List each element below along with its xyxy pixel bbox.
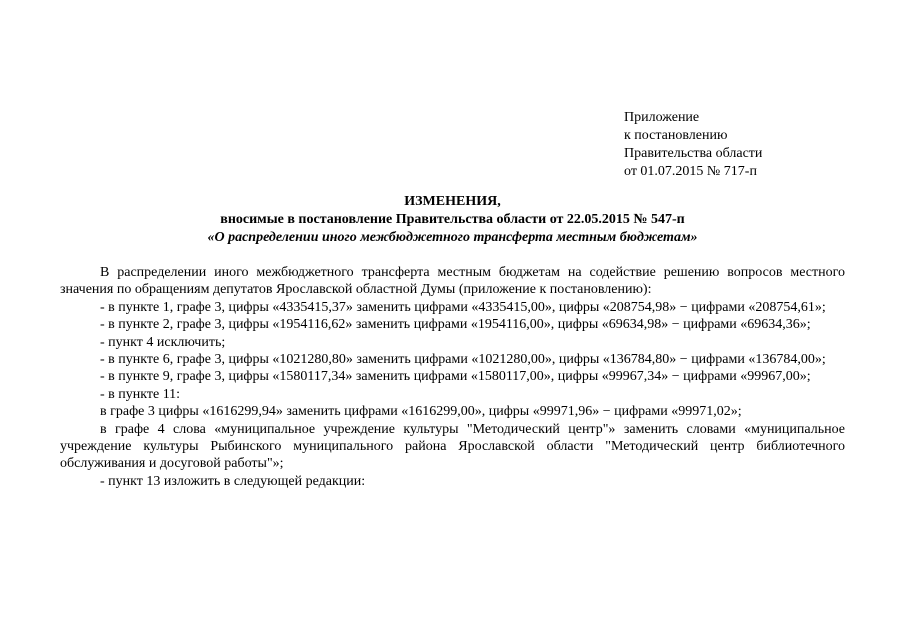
paragraph-item-4: - пункт 4 исключить; <box>100 334 226 350</box>
paragraph-item-2: - в пункте 2, графе 3, цифры «1954116,62» заменить цифрами «1954116,00», цифры «69634,98» − цифрами «69634,36»; <box>100 317 811 333</box>
paragraph-item-1: - в пункте 1, графе 3, цифры «4335415,37» заменить цифрами «4335415,00», цифры «208754,98» − цифрами «208754,61»; <box>100 299 826 315</box>
appendix-block <box>624 109 762 181</box>
paragraph-item-11-col3: в графе 3 цифры «1616299,94» заменить цифрами «1616299,00», цифры «99971,96» − цифрами «99971,02»; <box>100 404 742 420</box>
paragraph-item-13: - пункт 13 изложить в следующей редакции: <box>100 473 366 489</box>
paragraph-item-11-col4: в графе 4 слова «муниципальное учреждение культуры "Методический центр"» заменить словами «муниципальное учреждение культуры Рыбинского муниципального района Ярославской области "Методический центр библиотечного обслуживания и досуговой работы"»; <box>60 421 845 472</box>
paragraph-item-6: - в пункте 6, графе 3, цифры «1021280,80» заменить цифрами «1021280,00», цифры «136784,80» − цифрами «136784,00»; <box>100 352 826 368</box>
document-subtitle: вносимые в постановление Правительства области от 22.05.2015 № 547-п <box>220 212 685 227</box>
paragraph-intro: В распределении иного межбюджетного трансферта местным бюджетам на содействие решению вопросов местного значения по обращениям депутатов Ярославской областной Думы (приложение к постановлению): <box>60 265 845 298</box>
paragraph-item-9: - в пункте 9, графе 3, цифры «1580117,34» заменить цифрами «1580117,00», цифры «99967,34» − цифрами «99967,00»; <box>100 369 811 385</box>
document-title: ИЗМЕНЕНИЯ, <box>404 194 501 209</box>
appendix-line-4: от 01.07.2015 № 717-п <box>624 164 757 179</box>
document-body <box>60 264 845 490</box>
document-resolution-name: «О распределении иного межбюджетного трансферта местным бюджетам» <box>207 230 698 245</box>
appendix-line-2: к постановлению <box>624 128 728 143</box>
appendix-line-1: Приложение <box>624 110 700 125</box>
appendix-line-3: Правительства области <box>624 146 763 161</box>
paragraph-item-11: - в пункте 11: <box>100 386 181 402</box>
